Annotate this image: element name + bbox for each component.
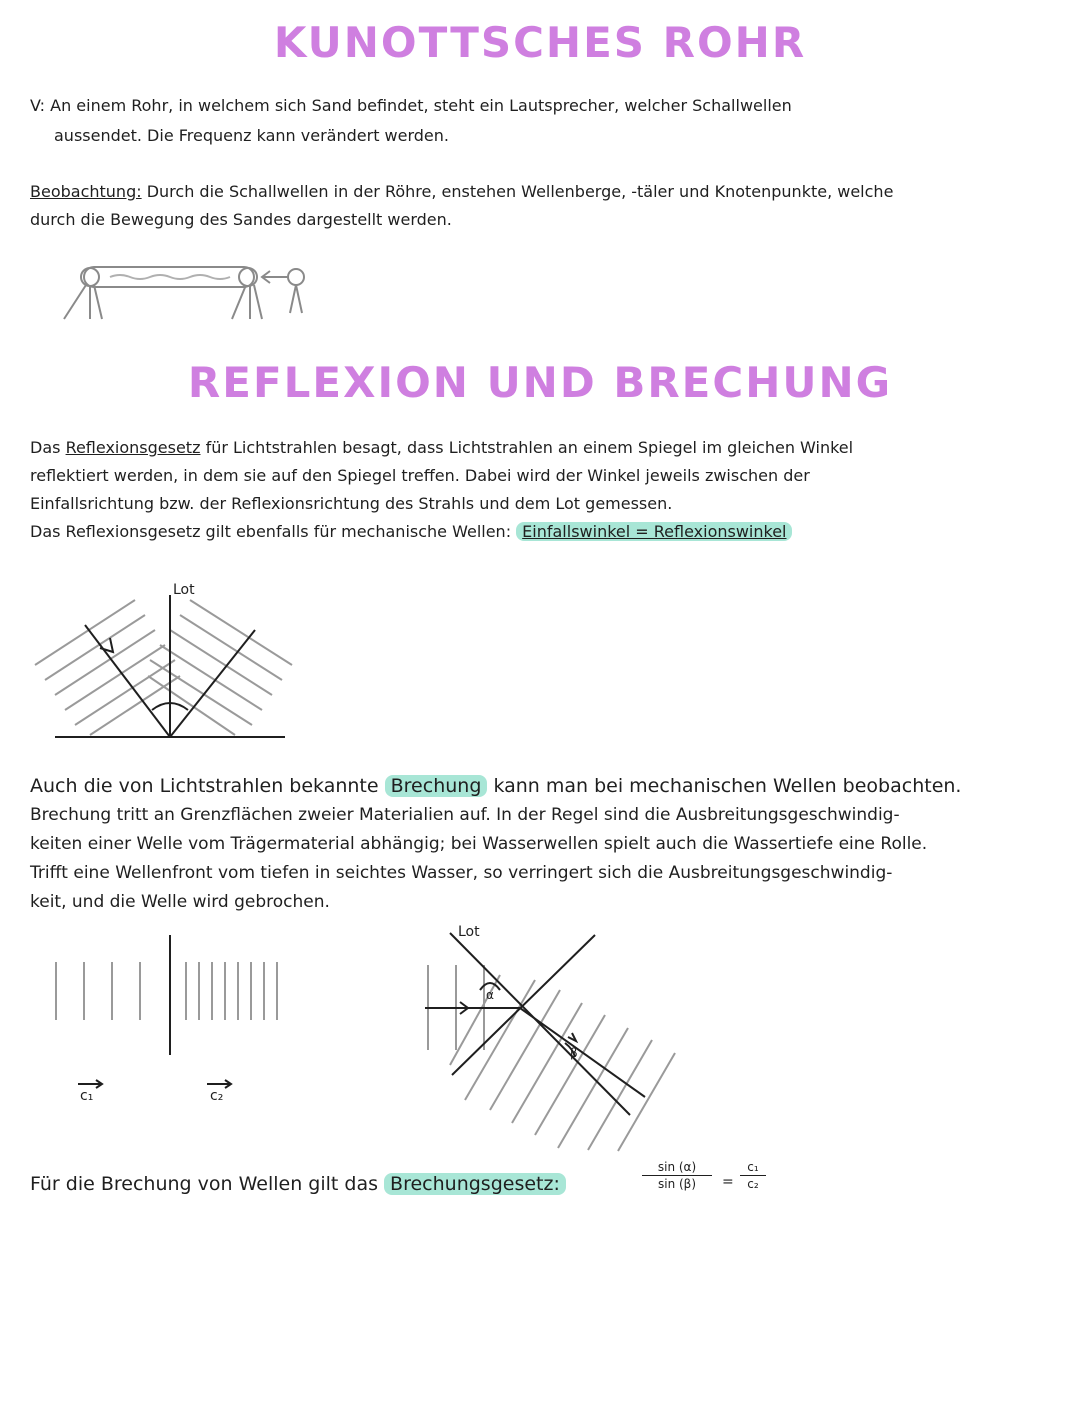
p2-line1-a: Auch die von Lichtstrahlen bekannte: [30, 775, 379, 797]
p2-line1-b: kann man bei mechanischen Wellen beobachten.: [493, 775, 962, 797]
frac-c-numerator: c₁: [747, 1160, 759, 1174]
reflexion-highlight: Einfallswinkel = Reflexionswinkel: [516, 522, 792, 541]
reflexion-line1: [30, 434, 853, 462]
brechung-line3: keiten einer Welle vom Trägermaterial abhängig; bei Wasserwellen spielt auch die Wassertiefe eine Rolle.: [30, 834, 928, 854]
reflexion-line2: reflektiert werden, in dem sie auf den Spiegel treffen. Dabei wird der Winkel jeweils zwischen der: [30, 466, 810, 485]
frac-sin-bar: [642, 1175, 712, 1176]
v-line2: aussendet. Die Frequenz kann verändert werden.: [54, 126, 449, 145]
refraction-diagram: [420, 925, 700, 1155]
beobachtung-paragraph: [30, 178, 893, 206]
frac-sin-denominator: sin (β): [657, 1177, 697, 1191]
brechung-line4: Trifft eine Wellenfront vom tiefen in seichtes Wasser, so verringert sich die Ausbreitungsgeschwindig-: [30, 863, 893, 883]
brechungsgesetz-line: [30, 1170, 566, 1199]
frac-sin-numerator: sin (α): [657, 1160, 697, 1174]
beobachtung-label: Beobachtung:: [30, 182, 142, 201]
p1-line4: Das Reflexionsgesetz gilt ebenfalls für mechanische Wellen:: [30, 522, 512, 541]
c1-label: c₁: [80, 1088, 94, 1104]
versuch-paragraph: [30, 92, 792, 120]
lot-label-reflexion: Lot: [173, 582, 195, 598]
alpha-label: α: [486, 988, 494, 1002]
obs-line2: durch die Bewegung des Sandes dargestellt werden.: [30, 210, 452, 229]
brechungsgesetz-term: Brechungsgesetz:: [384, 1173, 566, 1195]
title-reflexion-brechung: REFLEXION UND BRECHUNG: [187, 358, 893, 407]
title-kundtsches-rohr: KUNOTTSCHES ROHR: [273, 18, 807, 67]
reflexion-line4: [30, 518, 792, 546]
v-line1: An einem Rohr, in welchem sich Sand befindet, steht ein Lautsprecher, welcher Schallwellen: [50, 96, 792, 115]
frac-c-bar: [740, 1175, 766, 1176]
brechung-line1: [30, 772, 961, 801]
fraction-sin: [642, 1160, 712, 1191]
equals-sign: =: [722, 1174, 734, 1190]
beta-label: β: [570, 1046, 578, 1060]
c2-label: c₂: [210, 1088, 224, 1104]
brechung-term: Brechung: [385, 775, 488, 797]
lot-label-refraction: Lot: [458, 924, 480, 940]
p1-line1-rest: für Lichtstrahlen besagt, dass Lichtstrahlen an einem Spiegel im gleichen Winkel: [205, 438, 854, 457]
p1-das: Das: [30, 438, 61, 457]
reflexionsgesetz-term: Reflexionsgesetz: [65, 438, 201, 457]
reflexion-line3: Einfallsrichtung bzw. der Reflexionsrichtung des Strahls und dem Lot gemessen.: [30, 494, 673, 513]
fraction-c: [740, 1160, 766, 1191]
frac-c-denominator: c₂: [747, 1177, 759, 1191]
obs-line1: Durch die Schallwellen in der Röhre, enstehen Wellenberge, -täler und Knotenpunkte, welche: [146, 182, 894, 201]
reflexion-diagram: [30, 580, 310, 750]
brechung-line2: Brechung tritt an Grenzflächen zweier Materialien auf. In der Regel sind die Ausbreitungsgeschwindig-: [30, 805, 900, 825]
law-text: Für die Brechung von Wellen gilt das: [30, 1173, 378, 1195]
wavefront-diagram: [40, 930, 300, 1110]
brechung-line5: keit, und die Welle wird gebrochen.: [30, 892, 330, 912]
v-label: V:: [30, 96, 46, 115]
tube-diagram: [50, 255, 370, 325]
